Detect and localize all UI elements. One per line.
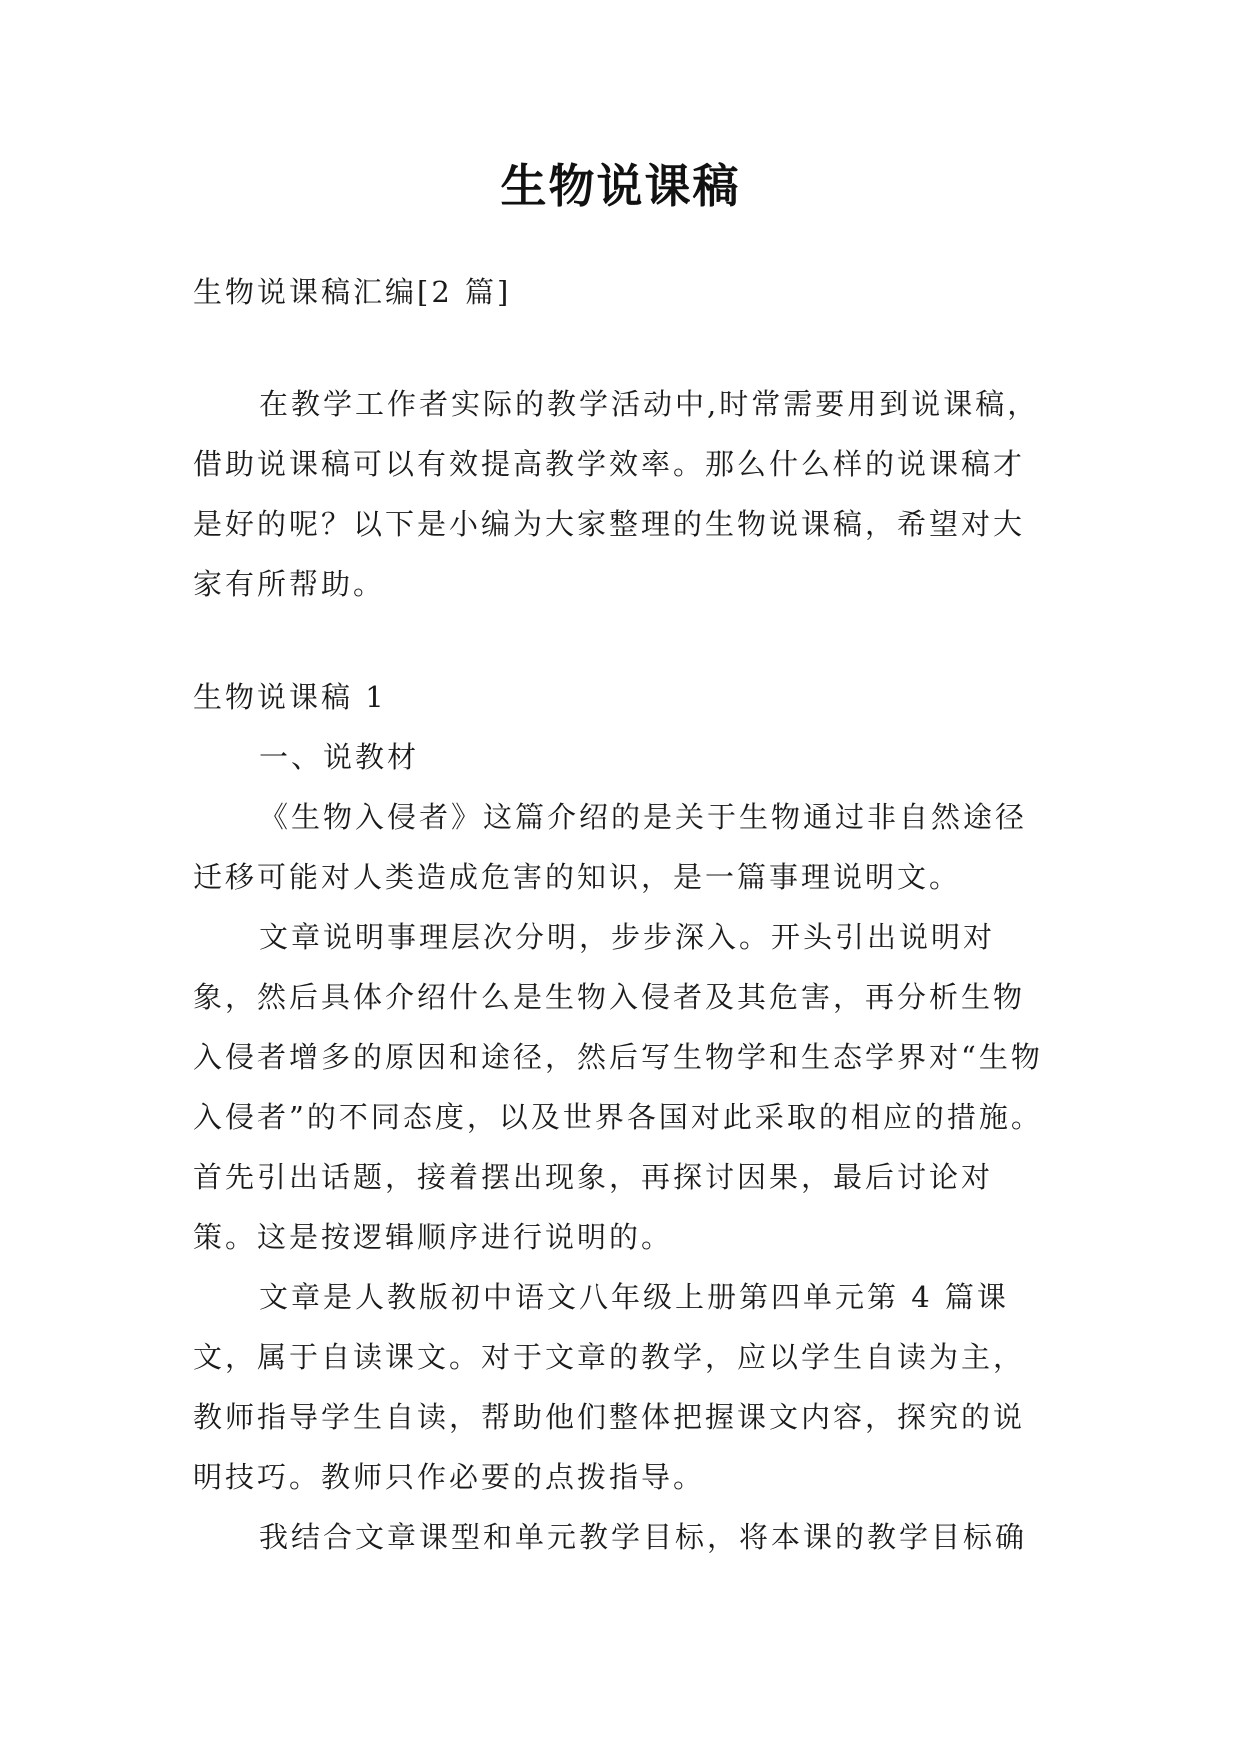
document-body <box>193 262 1055 1567</box>
section-title: 生物说课稿 1 <box>193 680 387 714</box>
body-paragraph: 我结合文章课型和单元教学目标，将本课的教学目标确 <box>259 1520 1028 1554</box>
document-title: 生物说课稿 <box>500 159 741 213</box>
document-subtitle: 生物说课稿汇编[2 篇] <box>193 275 512 309</box>
body-paragraph: 文章是人教版初中语文八年级上册第四单元第 4 篇课文，属于自读课文。对于文章的教学，应以学生自读为主，教师指导学生自读，帮助他们整体把握课文内容，探究的说明技巧。教师只作必要的点拨指导。 <box>193 1280 1026 1494</box>
intro-paragraph: 在教学工作者实际的教学活动中,时常需要用到说课稿，借助说课稿可以有效提高教学效率。那么什么样的说课稿才是好的呢？以下是小编为大家整理的生物说课稿，希望对大家有所帮助。 <box>193 387 1040 601</box>
body-paragraph: 《生物入侵者》这篇介绍的是关于生物通过非自然途径迁移可能对人类造成危害的知识，是一篇事理说明文。 <box>193 800 1028 894</box>
section-heading: 一、说教材 <box>259 740 420 774</box>
body-paragraph: 文章说明事理层次分明，步步深入。开头引出说明对象，然后具体介绍什么是生物入侵者及其危害，再分析生物入侵者增多的原因和途径，然后写生物学和生态学界对“生物入侵者”的不同态度，以及世界各国对此采取的相应的措施。首先引出话题，接着摆出现象，再探讨因果，最后讨论对策。这是按逻辑顺序进行说明的。 <box>193 920 1043 1254</box>
